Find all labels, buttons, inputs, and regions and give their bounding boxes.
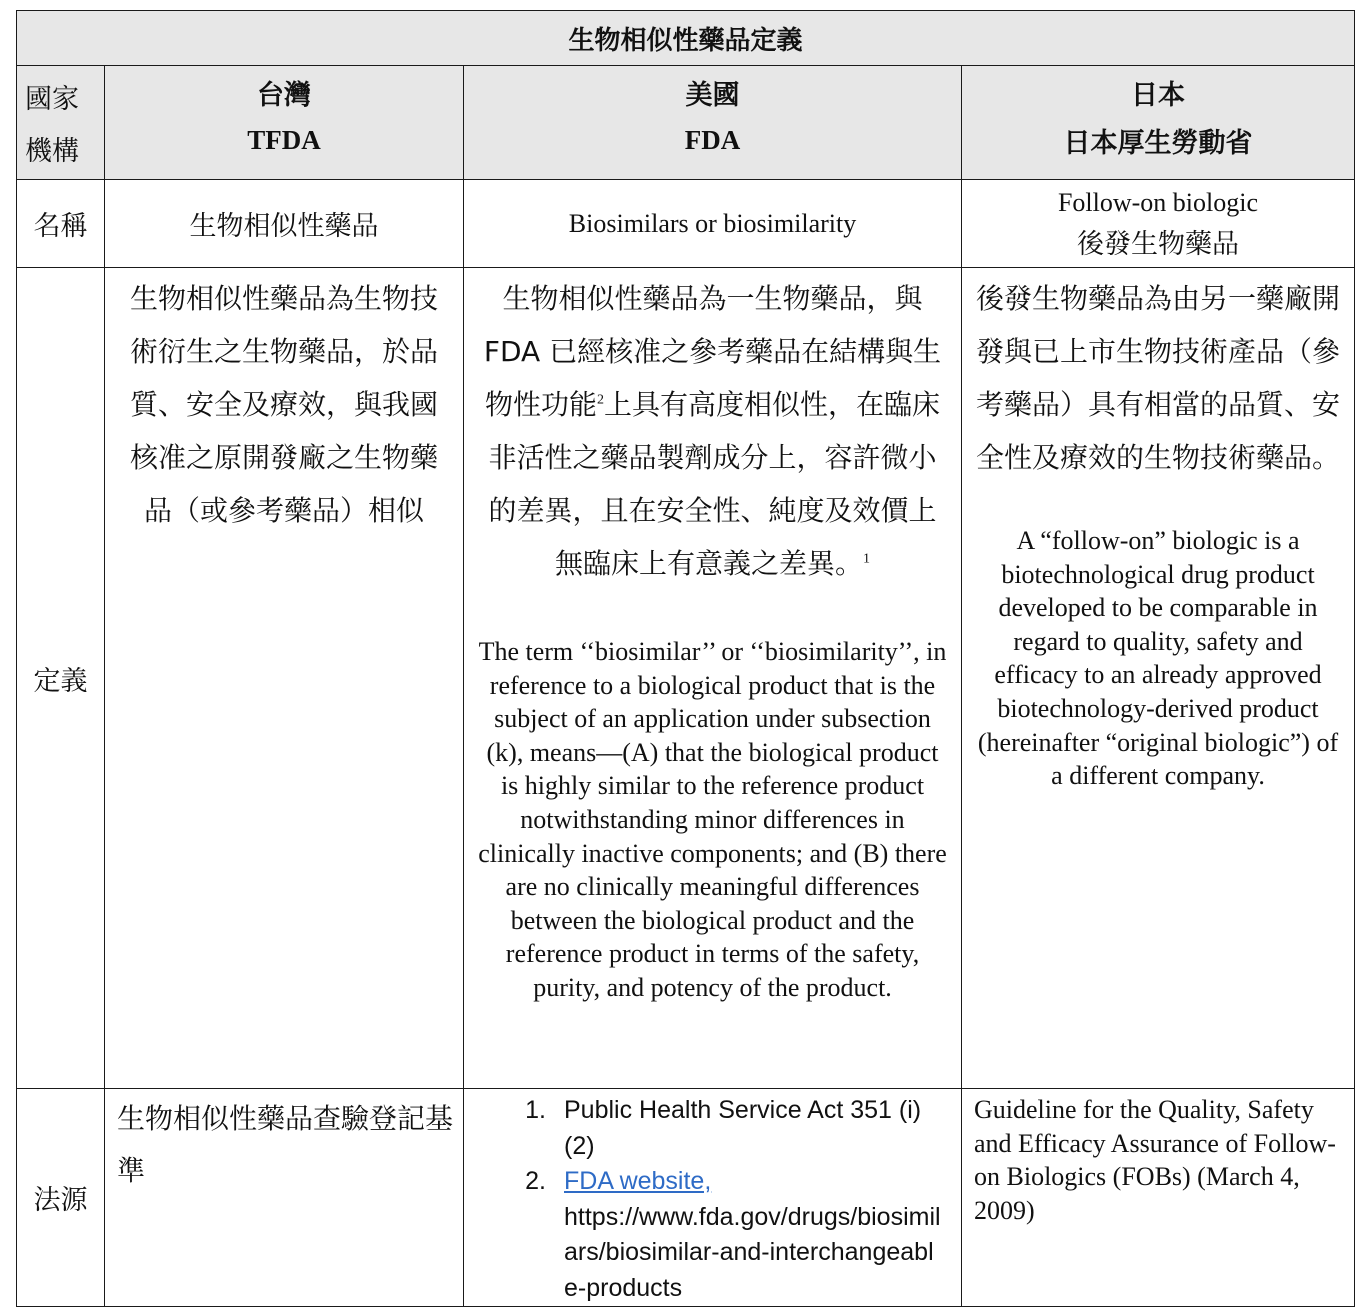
definition-usa-en-part2: clinically inactive components; and (B) there are no clinically meaningful differences between the biological product and the reference product in terms of the safety, purity, and potency of the product. [478,838,947,1002]
list-item [464,1164,961,1306]
country-usa: 美國 [685,80,740,111]
fda-url-text: https://www.fda.gov/drugs/biosimilars/biosimilar-and-interchangeable-products [564,1202,941,1302]
footnote-ref-1: 1 [863,551,870,567]
definition-japan-zh: 後發生物藥品為由另一藥廠開發與已上市生物技術產品（參考藥品）具有相當的品質、安全性及療效的生物技術藥品。 [976,282,1341,474]
source-japan-text: Guideline for the Quality, Safety and Efficacy Assurance of Follow-on Biologics (FOBs) (March 4, 2009) [974,1095,1336,1225]
definition-usa [464,268,962,1089]
definition-usa-zh-part1: 生物相似性藥品為一生物藥品，與 FDA 已經核准之參考藥品在結構與生物性功能 [483,282,942,421]
header-japan [962,66,1355,180]
name-row [17,180,1355,268]
country-taiwan: 台灣 [257,80,311,111]
name-japan [962,180,1355,268]
name-japan-zh: 後發生物藥品 [1077,228,1239,260]
fda-website-link[interactable]: FDA website, [564,1167,712,1195]
table-title: 生物相似性藥品定義 [17,11,1355,66]
source-usa-item-text: Public Health Service Act 351 (i)(2) [564,1096,922,1160]
country-japan: 日本 [1131,80,1185,111]
definition-row [17,268,1355,1089]
agency-mhlw: 日本厚生勞動省 [1063,128,1253,159]
source-taiwan [105,1089,464,1307]
source-usa-list [464,1089,961,1306]
name-row-label: 名稱 [17,180,105,268]
definition-japan [962,268,1355,1089]
list-number: 2. [525,1167,546,1195]
definition-taiwan [105,268,464,1089]
biosimilar-definition-table [16,10,1355,1307]
name-japan-en: Follow-on biologic [1057,187,1259,217]
source-usa [464,1089,962,1307]
definition-usa-zh-part2: 上具有高度相似性，在臨床非活性之藥品製劑成分上，容許微小的差異，且在安全性、純度及效價上無臨床上有意義之差異。 [488,388,941,580]
definition-taiwan-text: 生物相似性藥品為生物技術衍生之生物藥品，於品質、安全及療效，與我國核准之原開發廠之生物藥品（或參考藥品）相似 [129,282,438,527]
header-taiwan [105,66,464,180]
list-item [464,1093,961,1164]
name-usa: Biosimilars or biosimilarity [464,180,962,268]
name-taiwan: 生物相似性藥品 [105,180,464,268]
agency-tfda: TFDA [247,125,321,155]
header-row-label [17,66,105,180]
header-row-label-line2: 機構 [25,136,79,167]
header-row [17,66,1355,180]
agency-fda: FDA [684,125,741,155]
source-row-label: 法源 [17,1089,105,1307]
source-japan [962,1089,1355,1307]
source-taiwan-text: 生物相似性藥品查驗登記基準 [117,1102,454,1187]
header-usa [464,66,962,180]
footnote-ref-2: 2 [597,392,604,408]
table-title-row [17,11,1355,66]
source-usa-item-text [564,1164,961,1306]
definition-japan-en: A “follow-on” biologic is a biotechnological drug product developed to be comparable in regard to quality, safety and efficacy to an already approved biotechnology-derived product (hereinafter “original biologic”) of a different company. [977,526,1339,791]
header-row-label-line1: 國家 [25,84,79,115]
definition-usa-en-part1: The term ‘‘biosimilar’’ or ‘‘biosimilarity’’, in reference to a biological product that is the subject of an application under subsection (k), means—(A) that the biological product is highly similar to the reference product notwithstanding minor differences in [478,637,947,834]
definition-usa-zh [464,268,961,590]
list-number: 1. [525,1096,546,1124]
definition-row-label: 定義 [17,268,105,1089]
source-row [17,1089,1355,1307]
